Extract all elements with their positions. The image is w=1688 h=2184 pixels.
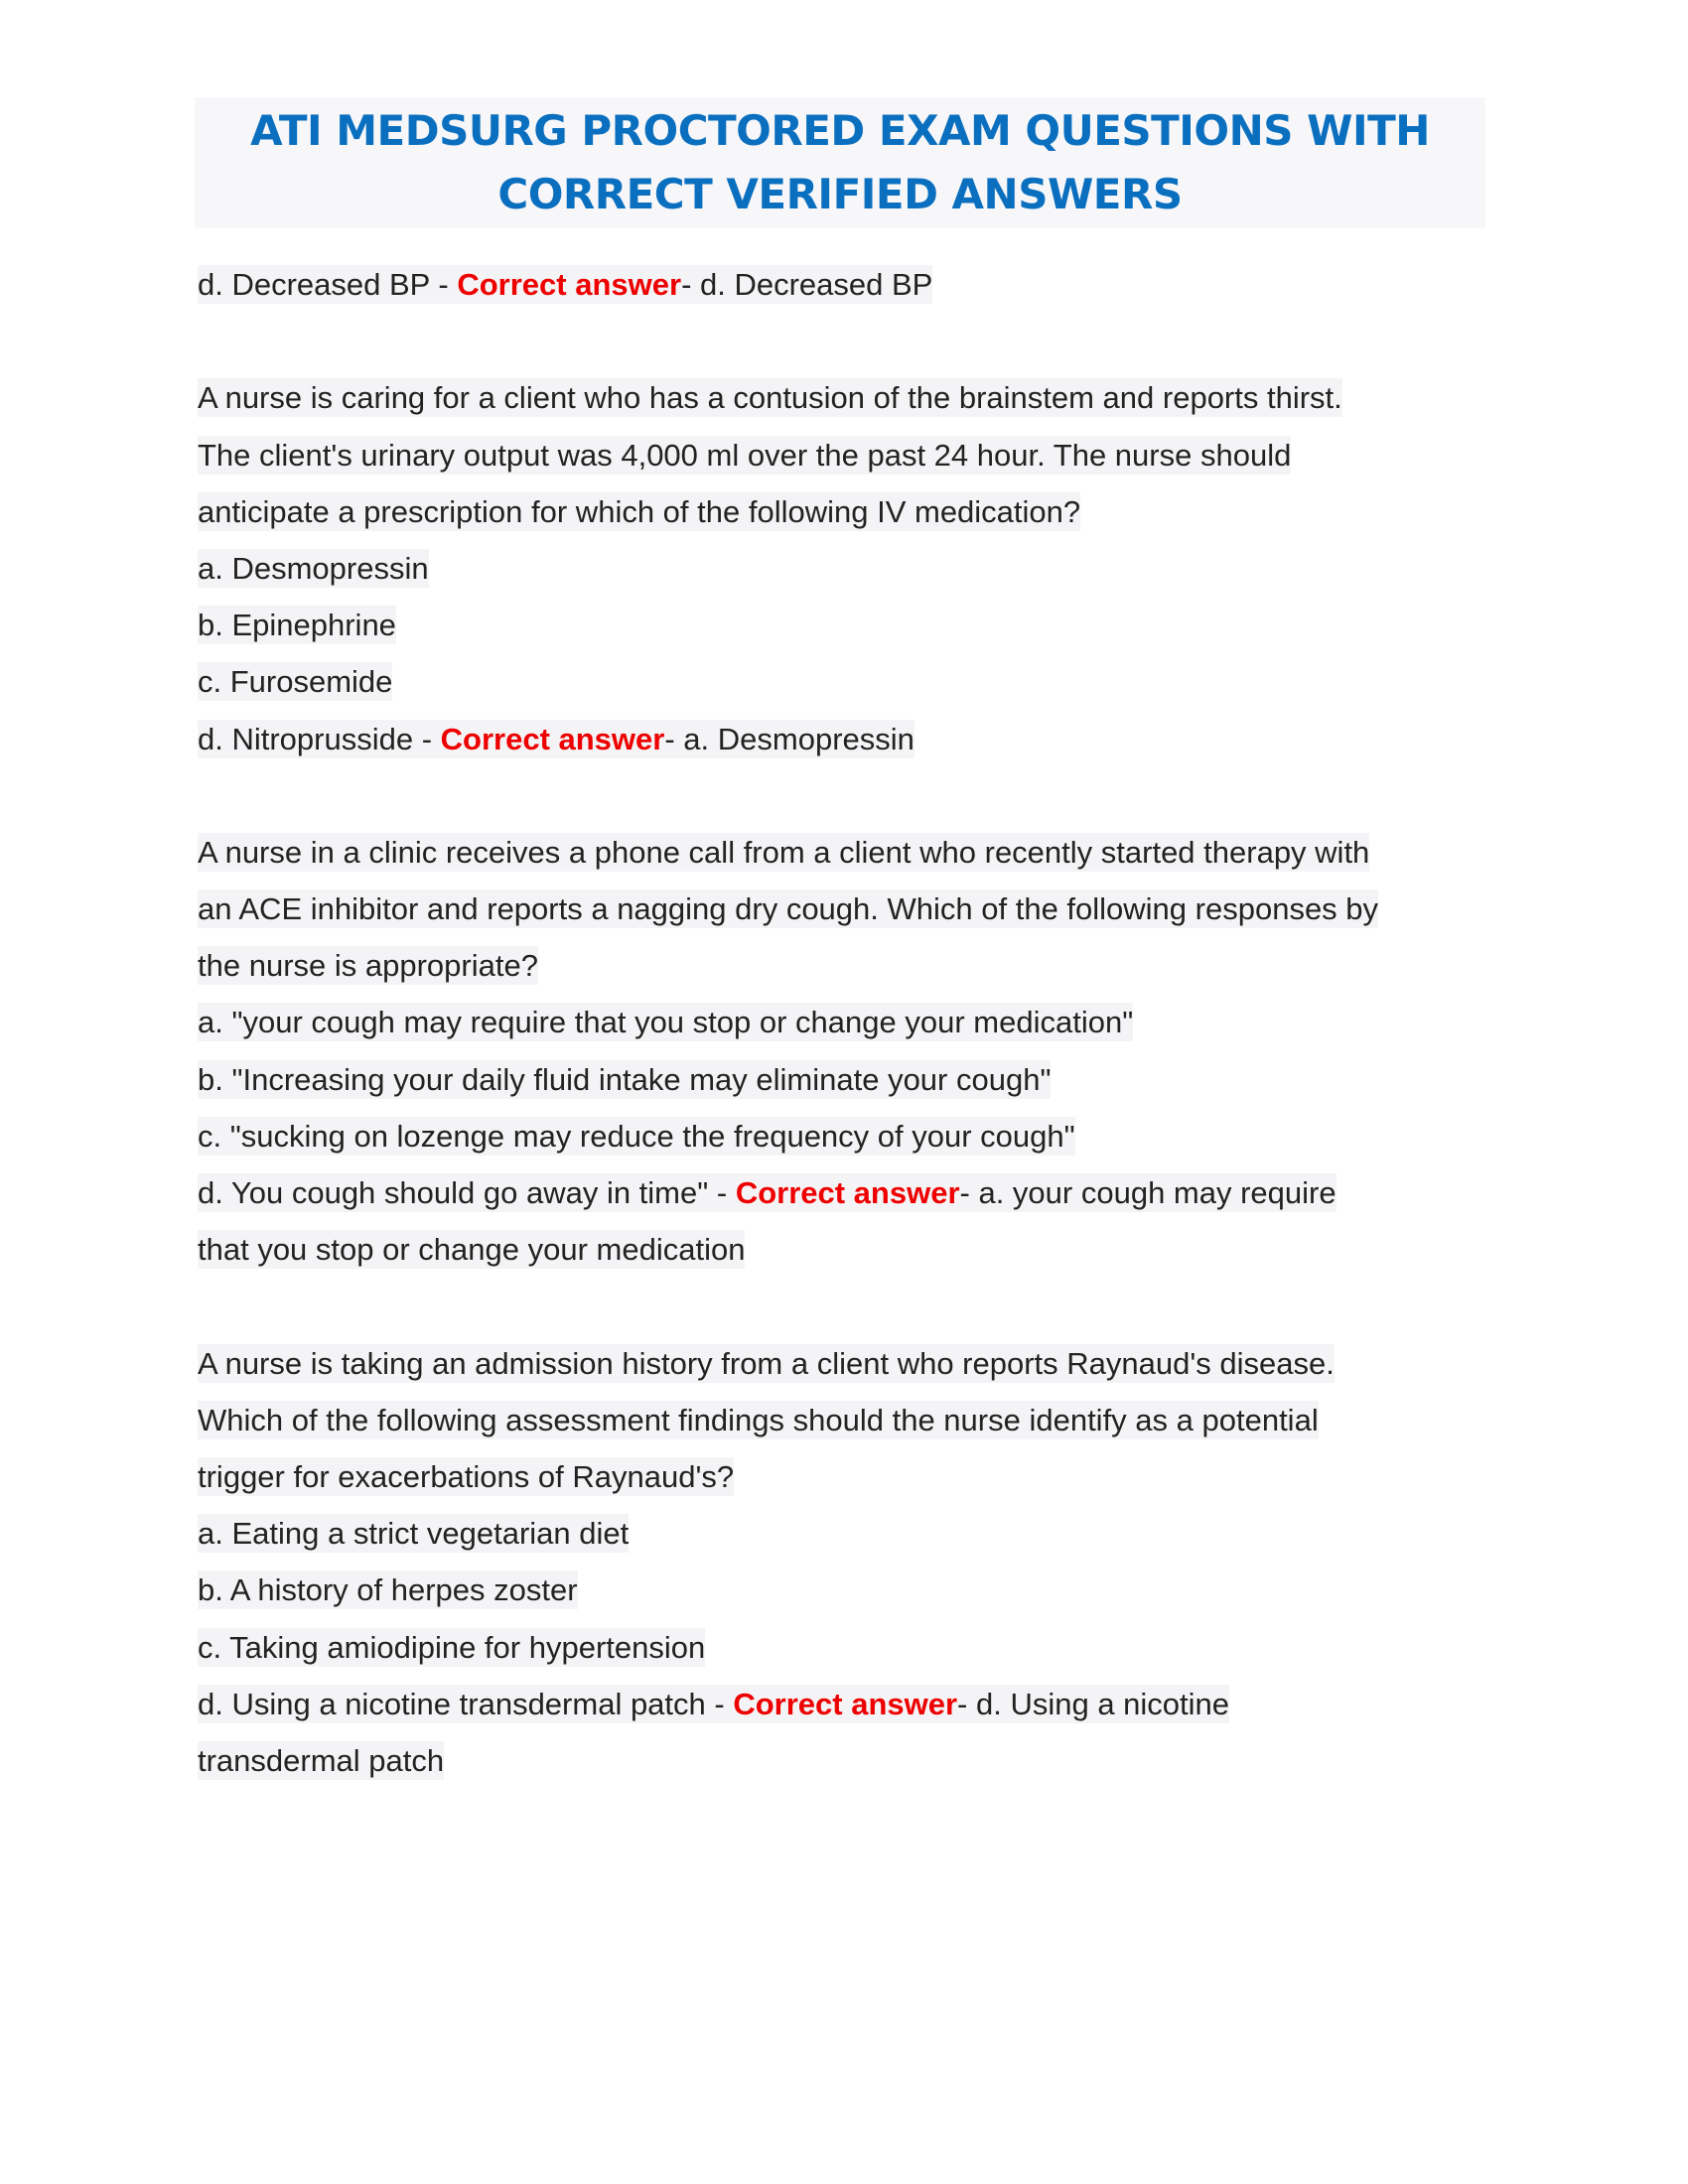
- q1-stem-line-2: [198, 427, 1488, 483]
- q3-stem-line-1: [198, 1335, 1488, 1392]
- q1-option-c-line: [198, 653, 1488, 710]
- q3-stem-text-3: trigger for exacerbations of Raynaud's?: [198, 1458, 735, 1494]
- q3-stem-text-2: Which of the following assessment findings should the nurse identify as a potential: [198, 1402, 1319, 1437]
- q3-option-b: b. A history of herpes zoster: [198, 1572, 578, 1608]
- q2-stem-line-2: [198, 881, 1488, 937]
- q3-option-a-line: [198, 1505, 1488, 1562]
- q2-option-d-line: [198, 1164, 1488, 1221]
- q2-stem-text-3: the nurse is appropriate?: [198, 948, 538, 984]
- q2-option-d: d. You cough should go away in time" -: [198, 1175, 736, 1210]
- document-body: [198, 256, 1488, 1789]
- q1-option-a-line: [198, 540, 1488, 597]
- q1-stem-text-1: A nurse is caring for a client who has a contusion of the brainstem and reports thirst.: [198, 380, 1342, 416]
- q3-stem-line-2: [198, 1392, 1488, 1448]
- q1-stem-text-2: The client's urinary output was 4,000 ml over the past 24 hour. The nurse should: [198, 437, 1292, 473]
- q3-option-d-line: [198, 1676, 1488, 1732]
- q2-stem-line-3: [198, 937, 1488, 994]
- q2-option-c: c. "sucking on lozenge may reduce the frequency of your cough": [198, 1118, 1075, 1154]
- q3-stem-line-3: [198, 1448, 1488, 1505]
- q3-answer-cont: transdermal patch: [198, 1742, 445, 1778]
- q3-answer-cont-line: [198, 1732, 1488, 1789]
- q3-stem-text-1: A nurse is taking an admission history from a client who reports Raynaud's disease.: [198, 1345, 1335, 1381]
- q3-option-c: c. Taking amiodipine for hypertension: [198, 1629, 706, 1665]
- q3-correct-label: Correct answer: [733, 1686, 958, 1721]
- spacer: [198, 313, 1488, 369]
- q1-option-d-line: [198, 711, 1488, 767]
- q2-answer: - a. your cough may require: [959, 1175, 1336, 1210]
- q0-option-d-line: [198, 256, 1488, 313]
- q2-option-b-line: [198, 1051, 1488, 1108]
- q1-option-a: a. Desmopressin: [198, 550, 429, 586]
- q0-answer: - d. Decreased BP: [681, 267, 933, 302]
- q2-stem-line-1: [198, 824, 1488, 881]
- q2-answer-cont: that you stop or change your medication: [198, 1232, 746, 1268]
- q3-option-a: a. Eating a strict vegetarian diet: [198, 1516, 630, 1552]
- q1-option-b-line: [198, 597, 1488, 653]
- document-title: [195, 97, 1485, 228]
- q2-stem-text-1: A nurse in a clinic receives a phone call from a client who recently started therapy with: [198, 834, 1370, 870]
- q1-stem-text-3: anticipate a prescription for which of the following IV medication?: [198, 493, 1081, 529]
- q3-option-d: d. Using a nicotine transdermal patch -: [198, 1686, 734, 1721]
- q3-answer: - d. Using a nicotine: [957, 1686, 1230, 1721]
- q2-option-c-line: [198, 1108, 1488, 1164]
- q2-option-a: a. "your cough may require that you stop or change your medication": [198, 1005, 1134, 1040]
- q1-option-d: d. Nitroprusside -: [198, 721, 441, 756]
- q1-option-c: c. Furosemide: [198, 664, 393, 700]
- title-line-2: CORRECT VERIFIED ANSWERS: [497, 170, 1183, 218]
- q2-option-a-line: [198, 994, 1488, 1050]
- q2-option-b: b. "Increasing your daily fluid intake may eliminate your cough": [198, 1061, 1052, 1097]
- q0-correct-label: Correct answer: [457, 267, 682, 302]
- q1-option-b: b. Epinephrine: [198, 608, 396, 643]
- q0-option-d: d. Decreased BP -: [198, 267, 458, 302]
- q2-answer-cont-line: [198, 1221, 1488, 1278]
- q1-answer: - a. Desmopressin: [664, 721, 914, 756]
- spacer: [198, 767, 1488, 824]
- q3-option-b-line: [198, 1562, 1488, 1618]
- q1-correct-label: Correct answer: [440, 721, 665, 756]
- q3-option-c-line: [198, 1619, 1488, 1676]
- q2-correct-label: Correct answer: [735, 1175, 960, 1210]
- title-line-1: ATI MEDSURG PROCTORED EXAM QUESTIONS WITH: [250, 106, 1430, 155]
- q1-stem-line-1: [198, 369, 1488, 426]
- spacer: [198, 1278, 1488, 1334]
- q2-stem-text-2: an ACE inhibitor and reports a nagging dry cough. Which of the following responses by: [198, 891, 1379, 927]
- q1-stem-line-3: [198, 483, 1488, 540]
